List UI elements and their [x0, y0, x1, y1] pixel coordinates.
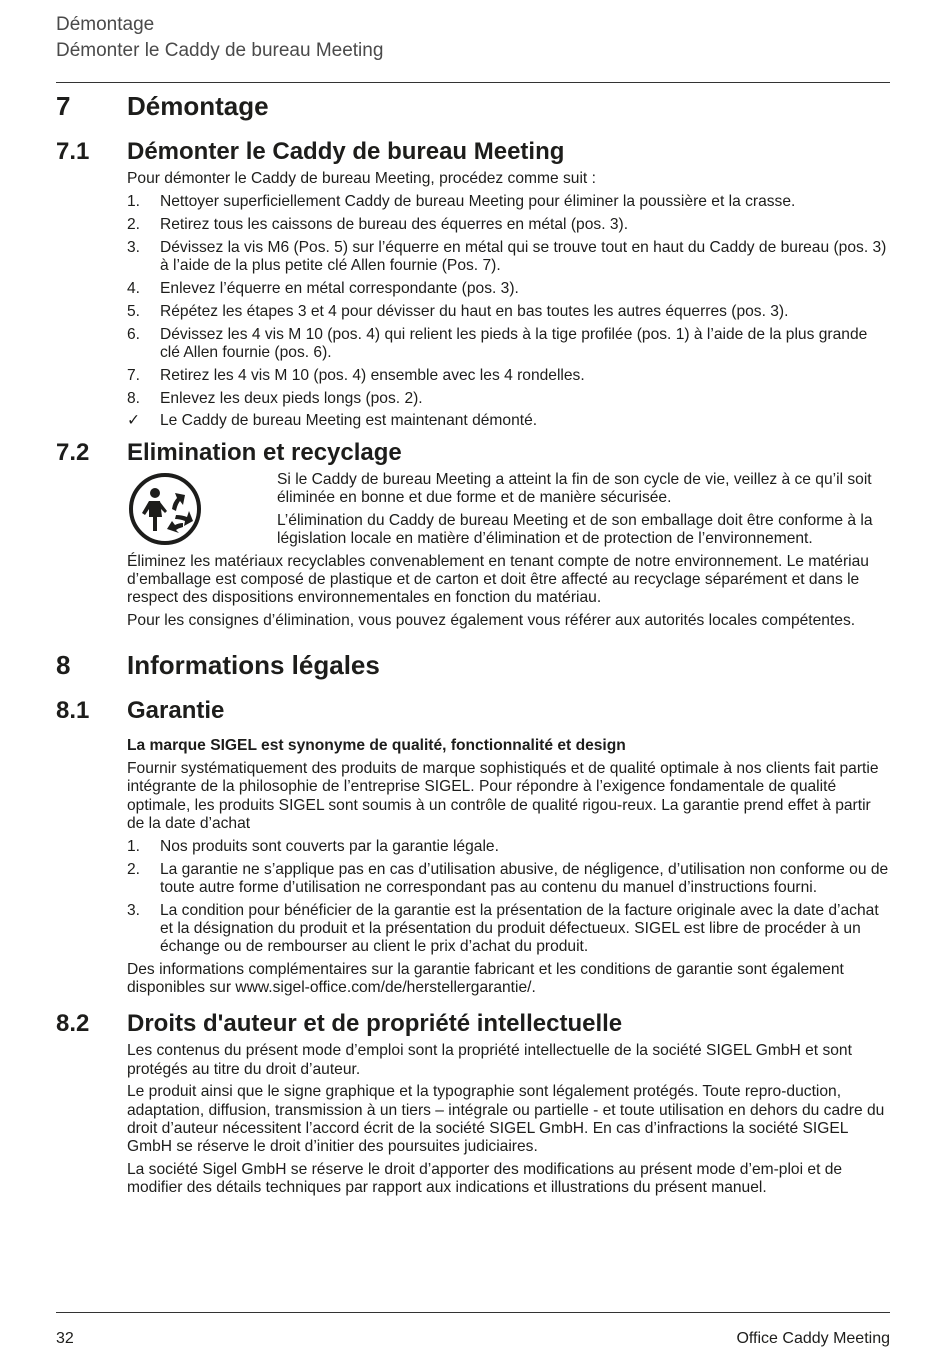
list-item-text: Enlevez les deux pieds longs (pos. 2). — [160, 389, 423, 407]
header-chapter: Démontage — [56, 14, 155, 35]
paragraph: Pour les consignes d’élimination, vous pouvez également vous référer aux autorités locales compétentes. — [127, 612, 856, 630]
section-number: 8.2 — [56, 1010, 90, 1038]
heading-section-8-1 — [56, 695, 890, 727]
list-marker: 3. — [127, 901, 141, 919]
list-marker: 5. — [127, 302, 141, 320]
disassembly-steps — [127, 193, 890, 431]
section-title: Informations légales — [127, 650, 380, 681]
recycling-text — [277, 471, 890, 553]
paragraph: Des informations complémentaires sur la garantie fabricant et les conditions de garantie sont également disponibles sur www.sigel-office.com/de/herstellergarantie/. — [127, 960, 844, 997]
section-title: Garantie — [127, 697, 225, 725]
list-marker: 6. — [127, 325, 141, 343]
list-marker: 8. — [127, 389, 141, 407]
section-7-2-body — [127, 471, 890, 631]
list-item — [127, 367, 890, 385]
heading-section-8-2 — [56, 1008, 890, 1040]
list-item-text: Répétez les étapes 3 et 4 pour dévisser du haut en bas toutes les autres équerres (pos. 3). — [160, 302, 789, 320]
paragraph: La société Sigel GmbH se réserve le droit d’apporter des modifications au présent mode d’em-ploi et de modifier des détails techniques par rapport aux indications et illustrations du présent manuel. — [127, 1160, 843, 1197]
list-item-text: Nos produits sont couverts par la garantie légale. — [160, 837, 499, 855]
list-marker: 4. — [127, 279, 141, 297]
list-item — [127, 216, 890, 234]
list-item-text: Dévissez les 4 vis M 10 (pos. 4) qui relient les pieds à la tige profilée (pos. 1) à l’aide de la plus grande clé Allen fournie (pos. 6). — [160, 325, 868, 361]
checkmark-icon: ✓ — [127, 412, 141, 430]
list-item — [127, 280, 890, 298]
list-marker: 1. — [127, 192, 141, 210]
section-number: 8.1 — [56, 697, 90, 725]
list-item — [127, 303, 890, 321]
heading-section-7 — [56, 89, 890, 123]
list-item — [127, 861, 890, 897]
list-marker: 2. — [127, 215, 141, 233]
recycling-block — [127, 471, 890, 553]
heading-section-7-1 — [56, 136, 890, 168]
list-item — [127, 326, 890, 362]
section-title: Elimination et recyclage — [127, 438, 402, 466]
list-item-text: Retirez tous les caissons de bureau des équerres en métal (pos. 3). — [160, 215, 629, 233]
section-7-1-body — [127, 170, 890, 431]
paragraph: Si le Caddy de bureau Meeting a atteint la fin de son cycle de vie, veillez à ce qu’il soit éliminée en bonne et due forme et de manière sécurisée. — [277, 470, 872, 506]
list-marker: 3. — [127, 238, 141, 256]
heading-section-7-2 — [56, 437, 890, 469]
list-item-text: Enlevez l’équerre en métal correspondante (pos. 3). — [160, 279, 519, 297]
page-content — [56, 89, 890, 1202]
section-title: Démonter le Caddy de bureau Meeting — [127, 138, 565, 165]
section-number: 7 — [56, 91, 71, 121]
section-number: 8 — [56, 650, 71, 681]
list-item-text: La condition pour bénéficier de la garantie est la présentation de la facture originale avec la date d’achat et la désignation du produit et la présentation du produit défectueux. SIGEL est libre de procéder à un échange ou de rembourser au client le prix d’achat du produit. — [160, 901, 879, 956]
header-divider — [56, 82, 890, 83]
list-item — [127, 902, 890, 957]
section-8-2-body — [127, 1042, 890, 1197]
list-item-text: Nettoyer superficiellement Caddy de bureau Meeting pour éliminer la poussière et la crasse. — [160, 192, 796, 210]
page-number: 32 — [56, 1330, 74, 1347]
list-item-text: Dévissez la vis M6 (Pos. 5) sur l’équerre en métal qui se trouve tout en haut du Caddy de bureau (pos. 3) à l’aide de la plus petite clé Allen fournie (Pos. 7). — [160, 238, 887, 274]
paragraph: Éliminez les matériaux recyclables convenablement en tenant compte de notre environnement. Le matériau d’emballage est composé de plastique et de carton et doit être affecté au recyclage séparément et dans le respect des dispositions environnementales en fonction du matériau. — [127, 552, 869, 607]
list-item — [127, 193, 890, 211]
recycling-triman-icon — [127, 471, 277, 553]
heading-section-8 — [56, 648, 890, 682]
list-marker: 7. — [127, 366, 141, 384]
paragraph: Les contenus du présent mode d’emploi sont la propriété intellectuelle de la société SIGEL GmbH et sont protégés au titre du droit d’auteur. — [127, 1042, 852, 1078]
list-item — [127, 390, 890, 408]
list-item — [127, 239, 890, 275]
list-marker: 2. — [127, 860, 141, 878]
warranty-conditions — [127, 838, 890, 957]
section-title: Démontage — [127, 91, 269, 121]
footer-divider — [56, 1312, 890, 1313]
footer-title: Office Caddy Meeting — [736, 1330, 890, 1347]
list-item-text: Le Caddy de bureau Meeting est maintenant démonté. — [160, 412, 538, 430]
running-header — [56, 12, 383, 64]
list-item-text: La garantie ne s’applique pas en cas d’utilisation abusive, de négligence, d’utilisation non conforme ou de toute autre forme d’utilisation ne correspondant pas au contenu du manuel d’instructions fourni. — [160, 860, 889, 896]
subheading: La marque SIGEL est synonyme de qualité, fonctionnalité et design — [127, 737, 626, 755]
list-item — [127, 838, 890, 856]
paragraph: L’élimination du Caddy de bureau Meeting et de son emballage doit être conforme à la législation locale en matière d’élimination et de protection de l’environnement. — [277, 511, 873, 547]
header-section: Démonter le Caddy de bureau Meeting — [56, 40, 384, 61]
list-item-text: Retirez les 4 vis M 10 (pos. 4) ensemble avec les 4 rondelles. — [160, 366, 585, 384]
paragraph: Le produit ainsi que le signe graphique et la typographie sont légalement protégés. Toute repro-duction, adaptation, diffusion, transmission à un tiers – intégrale ou partielle - et toute utilisation en dehors du cadre du droit d’auteur nécessitent l’accord écrit de la société SIGEL GmbH. En cas d’infractions la société SIGEL GmbH se réserve le droit d’initier des poursuites judiciaires. — [127, 1083, 885, 1156]
section-title: Droits d'auteur et de propriété intellectuelle — [127, 1010, 623, 1038]
list-item — [127, 412, 890, 430]
section-number: 7.1 — [56, 138, 90, 165]
section-8-1-body — [127, 737, 890, 997]
intro-paragraph: Pour démonter le Caddy de bureau Meeting, procédez comme suit : — [127, 170, 596, 187]
section-number: 7.2 — [56, 438, 90, 466]
list-marker: 1. — [127, 837, 141, 855]
paragraph: Fournir systématiquement des produits de marque sophistiqués et de qualité optimale à nos clients fait partie intégrante de la philosophie de l’entreprise SIGEL. Pour répondre à l’exigence fondamentale de qualité optimale, les produits SIGEL sont soumis à un contrôle de qualité rigou-reux. La garantie prend effet à partir de la date d’achat — [127, 760, 879, 832]
